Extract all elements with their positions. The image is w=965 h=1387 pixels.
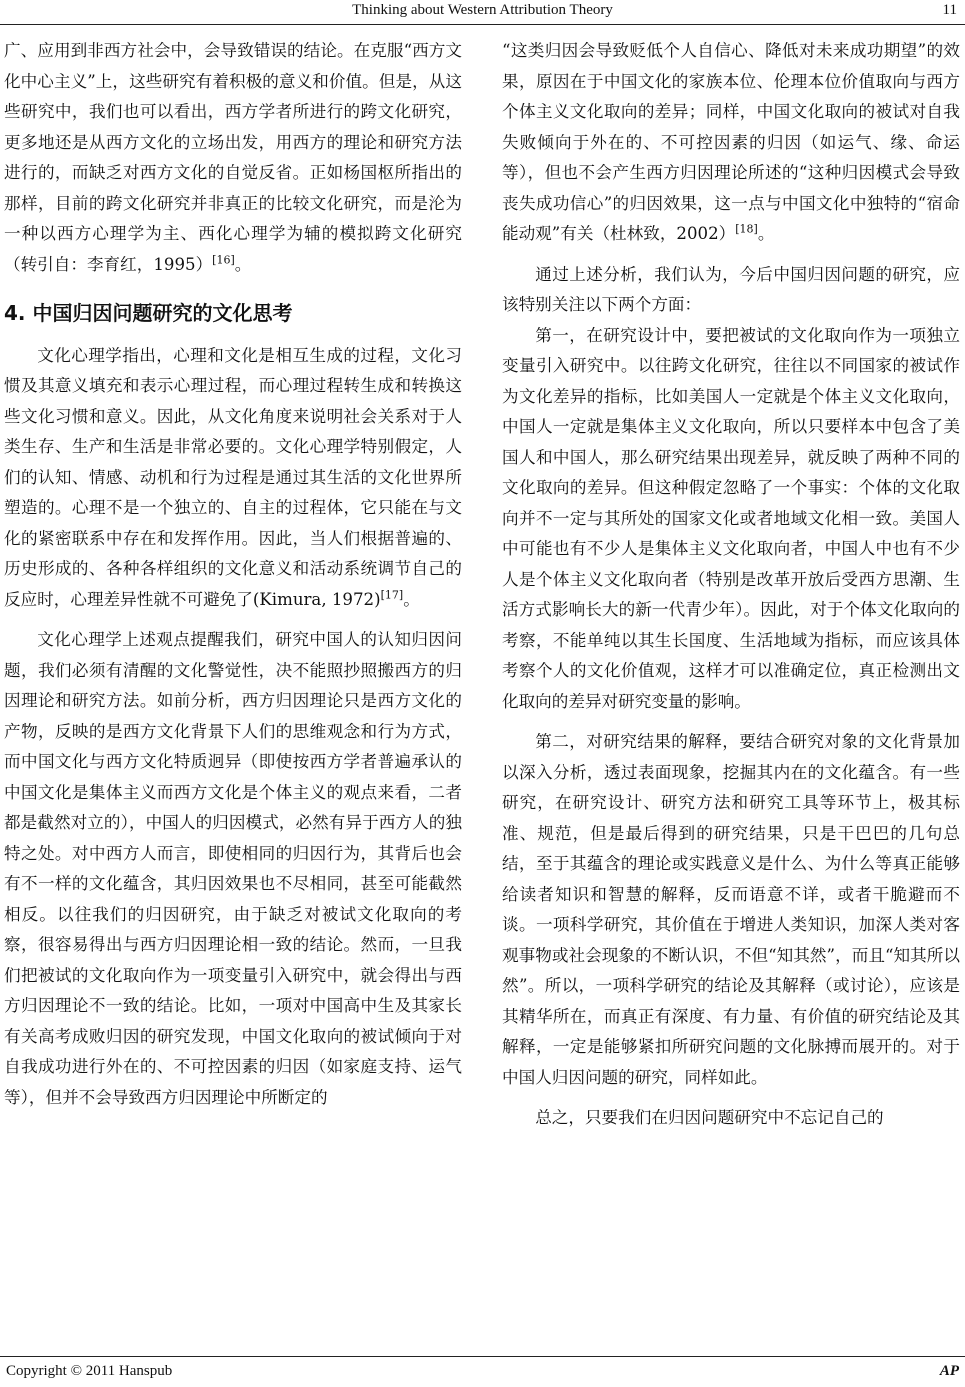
running-header [0, 0, 965, 25]
paragraph: 文化心理学上述观点提醒我们，研究中国人的认知归因问题，我们必须有清醒的文化警觉性，决不能照抄照搬西方的归因理论和研究方法。如前分析，西方归因理论只是西方文化的产物，反映的是西方文化背景下人们的思维观念和行为方式，而中国文化与西方文化特质迥异（即使按西方学者普遍承认的中国文化是集体主义而西方文化是个体主义的观点来看，二者都是截然对立的），中国人的归因模式，必然有异于西方人的独特之处。对中西方人而言，即使相同的归因行为，其背后也会有不一样的文化蕴含，其归因效果也不尽相同，甚至可能截然相反。以往我们的归因研究，由于缺乏对被试文化取向的考察，很容易得出与西方归因理论相一致的结论。然而，一旦我们把被试的文化取向作为一项变量引入研究中，就会得出与西方归因理论不一致的结论。比如，一项对中国高中生及其家长有关高考成败归因的研究发现，中国文化取向的被试倾向于对自我成功进行外在的、不可控因素的归因（如家庭支持、运气等），但并不会导致西方归因理论中所断定的 [4, 630, 462, 1107]
paragraph-text: 广、应用到非西方社会中，会导致错误的结论。在克服“西方文化中心主义”上，这些研究有着积极的意义和价值。但是，从这些研究中，我们也可以看出，西方学者所进行的跨文化研究，更多地还是从西方文化的立场出发，用西方的理论和研究方法进行的，而缺乏对西方文化的自觉反省。正如杨国枢所指出的那样，目前的跨文化研究并非真正的比较文化研究，而是沦为一种以西方心理学为主、西化心理学为辅的模拟跨文化研究（转引自：李育红，1995） [4, 41, 462, 274]
paragraph: 第二，对研究结果的解释，要结合研究对象的文化背景加以深入分析，透过表面现象，挖掘其内在的文化蕴含。有一些研究，在研究设计、研究方法和研究工具等环节上，极其标准、规范，但是最后得到的研究结果，只是干巴巴的几句总结，至于其蕴含的理论或实践意义是什么、为什么等真正能够给读者知识和智慧的解释，反而语意不详，或者干脆避而不谈。一项科学研究，其价值在于增进人类知识，加深人类对客观事物或社会现象的不断认识，不但“知其然”，而且“知其所以然”。所以，一项科学研究的结论及其解释（或讨论），应该是其精华所在，而真正有深度、有力量、有价值的研究结论及其解释，一定是能够紧扣所研究问题的文化脉搏而展开的。对于中国人归因问题的研究，同样如此。 [502, 732, 960, 1087]
paragraph-text: 文化心理学指出，心理和文化是相互生成的过程，文化习惯及其意义填充和表示心理过程，而心理过程转生成和转换这些文化习惯和意义。因此，从文化角度来说明社会关系对于人类生存、生产和生活是非常必要的。文化心理学特别假定，人们的认知、情感、动机和行为过程是通过其生活的文化世界所塑造的。心理不是一个独立的、自主的过程体，它只能在与文化的紧密联系中存在和发挥作用。因此，当人们根据普遍的、历史形成的、各种各样组织的文化意义和活动系统调节自己的反应时，心理差异性就不可避免了(Kimura, 1972) [4, 345, 462, 609]
left-column [4, 36, 462, 1113]
paragraph-text: “这类归因会导致贬低个人自信心、降低对未来成功期望”的效果，原因在于中国文化的家族本位、伦理本位价值取向与西方个体主义文化取向的差异；同样，中国文化取向的被试对自我失败倾向于外在的、不可控因素的归因（如运气、缘、命运等），但也不会产生西方归因理论所述的“这种归因模式会导致丧失成功信心”的归因效果，这一点与中国文化中独特的“宿命能动观”有关（杜林致，2002） [502, 41, 960, 243]
section-heading: 4. 中国归因问题研究的文化思考 [4, 301, 293, 325]
copyright-notice: Copyright © 2011 Hanspub [6, 1363, 173, 1379]
paragraph: 通过上述分析，我们认为，今后中国归因问题的研究，应该特别关注以下两个方面： [502, 264, 960, 314]
journal-abbrev: AP [939, 1363, 959, 1379]
citation-ref[interactable]: [18] [735, 222, 758, 236]
right-column [502, 36, 960, 1134]
paragraph [502, 36, 960, 250]
paragraph: 第一，在研究设计中，要把被试的文化取向作为一项独立变量引入研究中。以往跨文化研究，往往以不同国家的被试作为文化差异的指标，比如美国人一定就是个体主义文化取向，中国人一定就是集体主义文化取向，所以只要样本中包含了美国人和中国人，那么研究结果出现差异，就反映了两种不同的文化取向的差异。但这种假定忽略了一个事实：个体的文化取向并不一定与其所处的国家文化或者地域文化相一致。美国人中可能也有不少人是集体主义文化取向者，中国人中也有不少人是个体主义文化取向者（特别是改革开放后受西方思潮、生活方式影响长大的新一代青少年）。因此，对于个体文化取向的考察，不能单纯以其生长国度、生活地域为指标，而应该具体考察个人的文化价值观，这样才可以准确定位，真正检测出文化取向的差异对研究变量的影响。 [502, 325, 960, 711]
page-footer [0, 1356, 965, 1387]
citation-ref[interactable]: [16] [212, 252, 235, 266]
paragraph [4, 341, 462, 616]
paragraph [4, 36, 462, 280]
citation-ref[interactable]: [17] [380, 587, 404, 601]
paragraph-end: 。 [757, 224, 775, 243]
paragraph: 总之，只要我们在归因问题研究中不忘记自己的 [535, 1108, 884, 1127]
page-number: 11 [942, 2, 957, 18]
running-title: Thinking about Western Attribution Theory [352, 2, 613, 18]
paragraph-end: 。 [403, 589, 420, 609]
paragraph-end: 。 [234, 254, 252, 274]
